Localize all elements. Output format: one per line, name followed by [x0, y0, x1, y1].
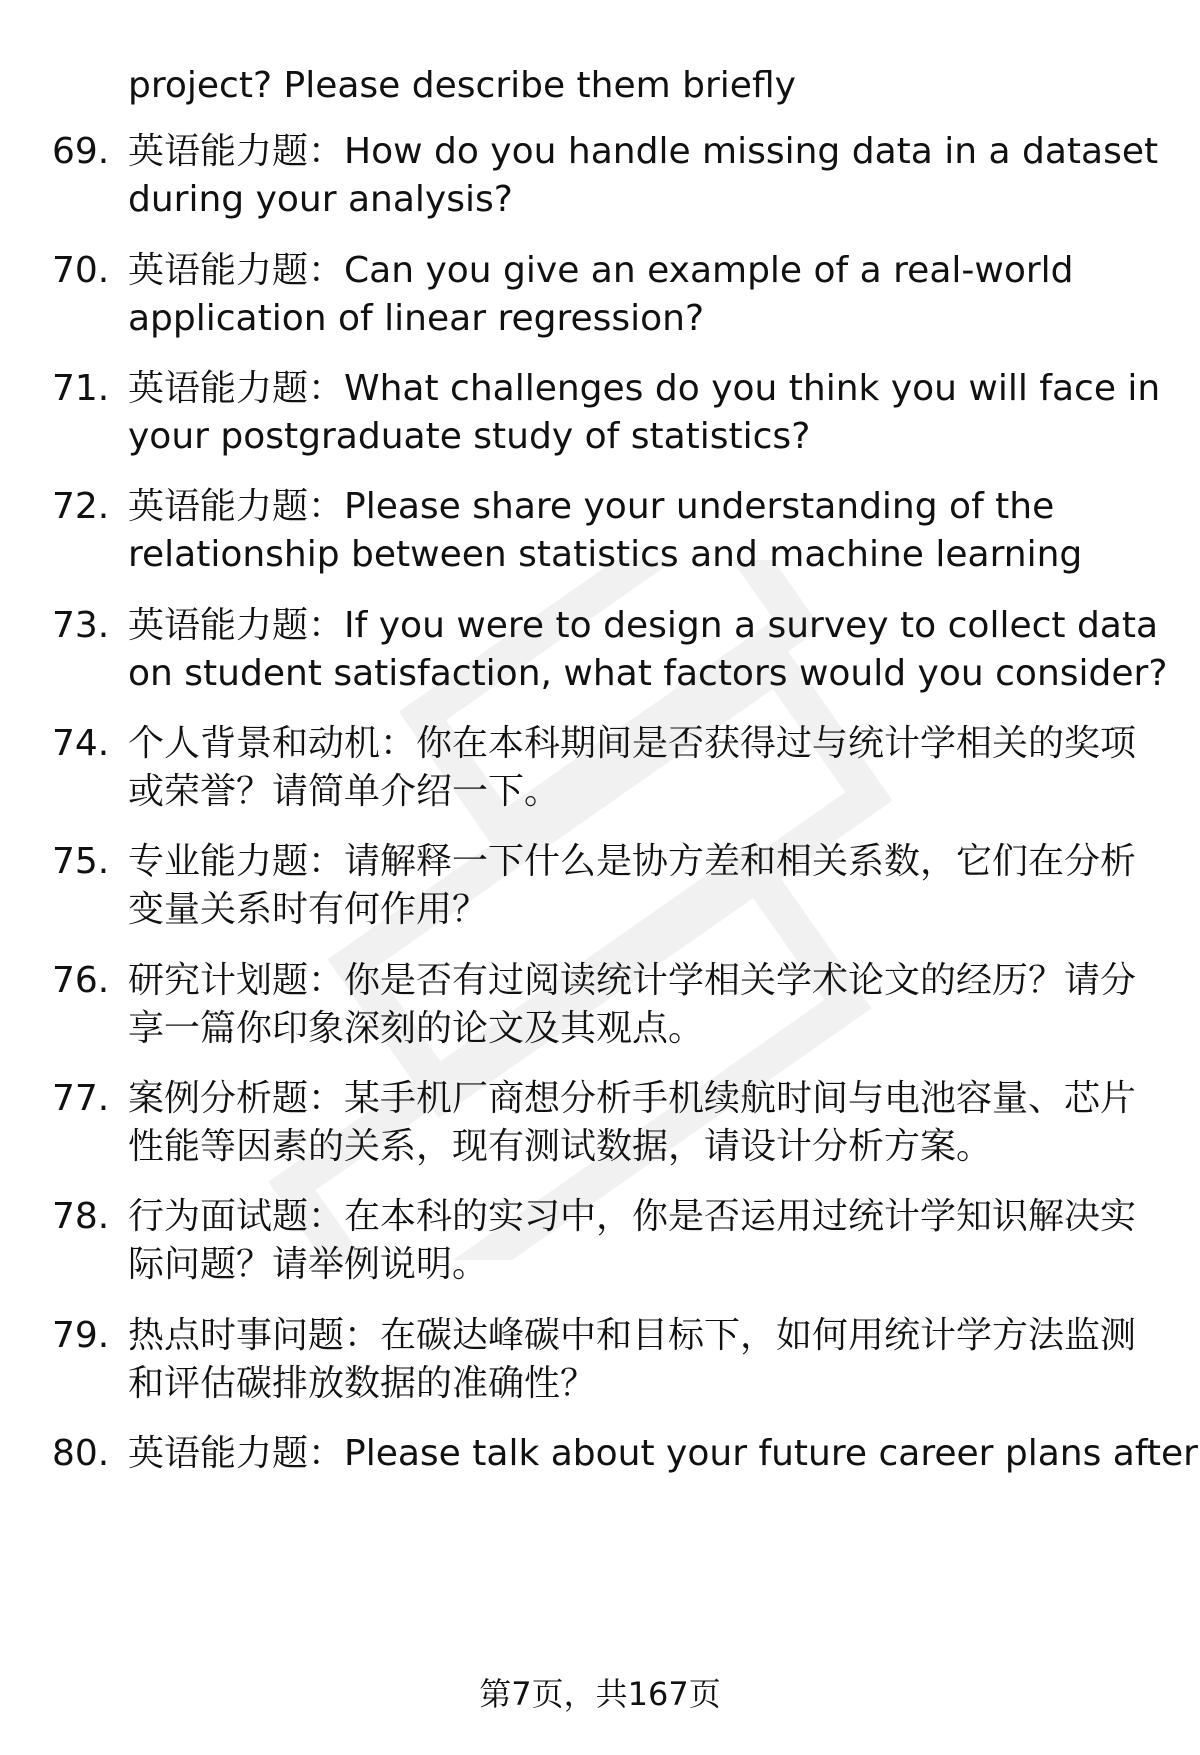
- question-number: 78.: [52, 1196, 110, 1237]
- question-text-line: relationship between statistics and machine learning: [128, 534, 1083, 575]
- question-text: [128, 720, 1178, 816]
- question-text: [128, 1430, 1198, 1478]
- question-text-line: 享一篇你印象深刻的论文及其观点。: [128, 1008, 705, 1049]
- question-number: 70.: [52, 250, 110, 291]
- question-text-line: 研究计划题：你是否有过阅读统计学相关学术论文的经历？请分: [128, 960, 1137, 1001]
- question-text-line: 性能等因素的关系，现有测试数据，请设计分析方案。: [128, 1126, 993, 1167]
- question-text-line: 英语能力题：If you were to design a survey to collect data: [128, 605, 1159, 646]
- question-text: [128, 128, 1178, 224]
- question-text-line: 英语能力题：What challenges do you think you will face in: [128, 368, 1161, 409]
- question-number: 76.: [52, 960, 110, 1001]
- question-text: [128, 838, 1178, 934]
- question-text-line: 和评估碳排放数据的准确性？: [128, 1363, 597, 1404]
- question-text-line: 热点时事问题：在碳达峰碳中和目标下，如何用统计学方法监测: [128, 1315, 1137, 1356]
- question-text-line: during your analysis?: [128, 179, 513, 220]
- question-text: [128, 1075, 1178, 1171]
- question-text-line: 案例分析题：某手机厂商想分析手机续航时间与电池容量、芯片: [128, 1078, 1137, 1119]
- continuation-line: project? Please describe them briefly: [128, 65, 796, 106]
- question-text-line: application of linear regression?: [128, 298, 705, 339]
- question-text-line: 英语能力题：Please share your understanding of the: [128, 486, 1055, 527]
- question-text-line: 变量关系时有何作用？: [128, 889, 489, 930]
- question-number: 75.: [52, 841, 110, 882]
- question-number: 69.: [52, 131, 110, 172]
- question-text-line: 英语能力题：How do you handle missing data in a dataset: [128, 131, 1159, 172]
- question-text-line: 或荣誉？请简单介绍一下。: [128, 771, 561, 812]
- question-text-line: on student satisfaction, what factors would you consider?: [128, 653, 1168, 694]
- question-text: [128, 1312, 1178, 1408]
- question-text-line: 个人背景和动机：你在本科期间是否获得过与统计学相关的奖项: [128, 723, 1137, 764]
- question-number: 79.: [52, 1315, 110, 1356]
- question-number: 77.: [52, 1078, 110, 1119]
- question-number: 74.: [52, 723, 110, 764]
- question-text: [128, 1193, 1178, 1289]
- question-text: [128, 483, 1178, 579]
- question-text-line: your postgraduate study of statistics?: [128, 416, 811, 457]
- question-text: [128, 602, 1178, 698]
- question-text: [128, 365, 1178, 461]
- question-text-line: 际问题？请举例说明。: [128, 1244, 489, 1285]
- question-text: [128, 957, 1178, 1053]
- question-number: 72.: [52, 486, 110, 527]
- question-text-line: 英语能力题：Can you give an example of a real-world: [128, 250, 1074, 291]
- question-text-line: 专业能力题：请解释一下什么是协方差和相关系数，它们在分析: [128, 841, 1137, 882]
- question-number: 71.: [52, 368, 110, 409]
- question-number: 80.: [52, 1433, 110, 1474]
- question-number: 73.: [52, 605, 110, 646]
- question-text-line: 英语能力题：Please talk about your future career plans after: [128, 1433, 1198, 1474]
- question-text: [128, 247, 1178, 343]
- page-footer: 第7页，共167页: [479, 1675, 721, 1713]
- question-text-line: 行为面试题：在本科的实习中，你是否运用过统计学知识解决实: [128, 1196, 1137, 1237]
